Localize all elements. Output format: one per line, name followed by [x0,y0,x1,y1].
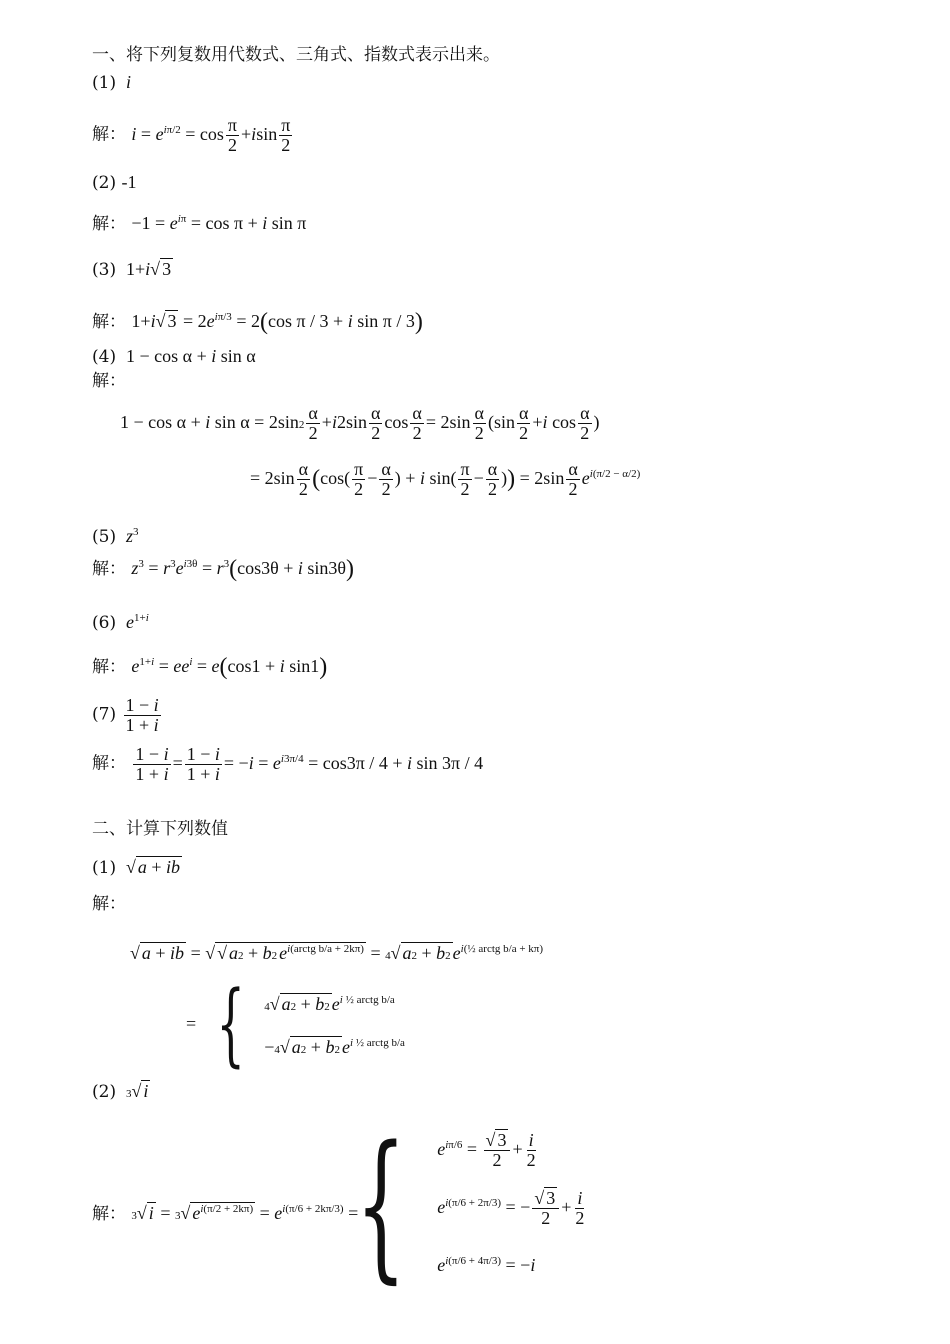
solution-1-2 [92,208,306,235]
solution-prefix: 解： [92,312,126,332]
problem-expr: $\frac{1 - i}{1 + i}$ [125,695,159,735]
problem-1-2 [92,171,137,194]
solution-1-4-line2 [250,460,640,499]
problem-label: (3) [92,260,117,280]
solution-prefix: 解： [92,657,126,677]
solution-expr: $i = e^{i\pi/2} = \cos$ $\frac{\pi}{2}$ +isin $\frac{\pi}{2}$ [131,115,291,155]
problem-1-7 [92,696,163,735]
solution-1-5 [92,553,354,580]
solution-expr: 1 − cos α + i sin α = 2sin2 $\frac{\alpha}{2}$ +i2sin $\frac{\alpha}{2}$ cos $\frac{\alpha}{2}$ = 2sin $\frac{\alpha}{2}$ (sin $\frac{\alpha}{2}$ +i cos $\frac{\alpha}{2}$ ) [120,403,600,443]
problem-1-5 [92,521,139,548]
solution-1-1 [92,116,294,155]
problem-2-1 [92,856,182,879]
solution-2-1-prefix: 解： [92,894,126,914]
cases-block [264,982,405,1068]
solution-2-2-line1 [92,1198,358,1227]
solution-prefix: 解： [92,559,126,579]
case-1: 4√ a2 + b2 $e^{i \frac{1}{2} arctg b/a}$ [264,994,395,1014]
solution-expr: $z^3 = r^3e^{i3\theta} = r^3(\cos 3\theta + i$ sin3θ) [131,556,355,582]
problem-label: (2) [92,1082,117,1102]
problem-label: (2) [92,173,117,193]
solution-expr: $e^{1+i} = ee^i = e(\cos 1 + i$ sin1) [131,654,328,680]
problem-expr: -1 [121,172,137,192]
solution-2-2-cases [330,1111,588,1298]
problem-1-6 [92,607,149,634]
problem-expr: √ a + ib [121,857,181,877]
solution-1-4-line1 [120,404,600,443]
section2-heading: 二、计算下列数值 [92,819,228,839]
problem-1-3 [92,258,173,281]
problem-expr: $z^3$ [126,526,139,546]
problem-expr: $e^{1+i}$ [126,612,149,632]
solution-1-4-prefix: 解： [92,371,126,391]
case-1: $e^{i\pi/6}$ = $\frac{√ 3}{2}$ + $\frac{i}{2}$ [437,1130,536,1171]
solution-1-3 [92,306,423,333]
problem-expr: 1+i√ 3 [121,259,172,279]
solution-prefix: 解： [92,124,126,145]
problem-2-2 [92,1080,150,1105]
solution-2-1-line1 [130,938,543,967]
problem-label: (6) [92,613,117,633]
solution-2-1-cases [186,972,405,1077]
case-2: $e^{i(\pi/6 + 2\pi/3)}$ = − $\frac{√ 3}{2}$ + $\frac{i}{2}$ [437,1188,585,1229]
problem-expr: 1 − cos α + i sin α [121,346,256,366]
solution-expr: 1+i√ $3 = 2e^{i\pi/3} = 2(\cos$ π / 3 + i sin π / 3) [131,309,423,335]
problem-1-1 [92,71,131,94]
problem-expr: 3√ i [126,1081,149,1101]
problem-expr: i [121,72,132,92]
solution-prefix: 解： [92,214,126,234]
solution-1-6 [92,651,327,678]
solution-1-7 [92,745,483,784]
solution-prefix: 解： [92,1204,126,1224]
solution-expr: $\frac{1 - i}{1 + i}$ = $\frac{1 - i}{1 + i}$ = $-i = e^{i3\pi/4} = \cos 3\pi / 4 + i$ sin 3π / 4 [135,744,484,784]
solution-expr: 3√ i = 3√ $e^{i(\pi/2 + 2k\pi)} = e^{i(\pi/6 + 2k\pi/3)}$ = [131,1203,359,1223]
solution-expr: $-1 = e^{i\pi} = \cos \pi + i$ sin π [131,213,307,233]
solution-expr: = 2sin $\frac{\alpha}{2}$ (cos( $\frac{\pi}{2}$ − $\frac{\alpha}{2}$ ) + i sin( $\frac{\pi}{2}$ − $\frac{\alpha}{2}$ )) = 2sin $\frac{\alpha}{2}$ $e^{i(\pi/2 - \alpha/2)}$ [250,459,641,499]
case-3: $e^{i(\pi/6 + 4\pi/3)} = -i$ [437,1255,536,1275]
section1-heading: 一、将下列复数用代数式、三角式、指数式表示出来。 [92,45,500,65]
problem-label: (4) [92,347,117,367]
problem-label: (1) [92,73,117,93]
equals-sign: = [186,1013,197,1034]
solution-prefix: 解： [92,753,126,774]
left-brace: { [355,1111,407,1298]
case-2: −4√ a2 + b2 $e^{i \frac{1}{2} arctg b/a}$ [264,1037,405,1057]
left-brace: { [215,972,245,1077]
problem-label: (7) [92,704,117,725]
cases-block [437,1118,588,1292]
problem-label: (5) [92,527,117,547]
problem-1-4 [92,345,256,368]
problem-label: (1) [92,858,117,878]
solution-expr: √ a + ib = √ √ a2 + b2 $e^{i(arctg b/a + 2k\pi)} = 4√$ a2 + b2 $e^{i(\frac{1}{2} arctg b/a + k\pi)}$ [130,943,543,963]
